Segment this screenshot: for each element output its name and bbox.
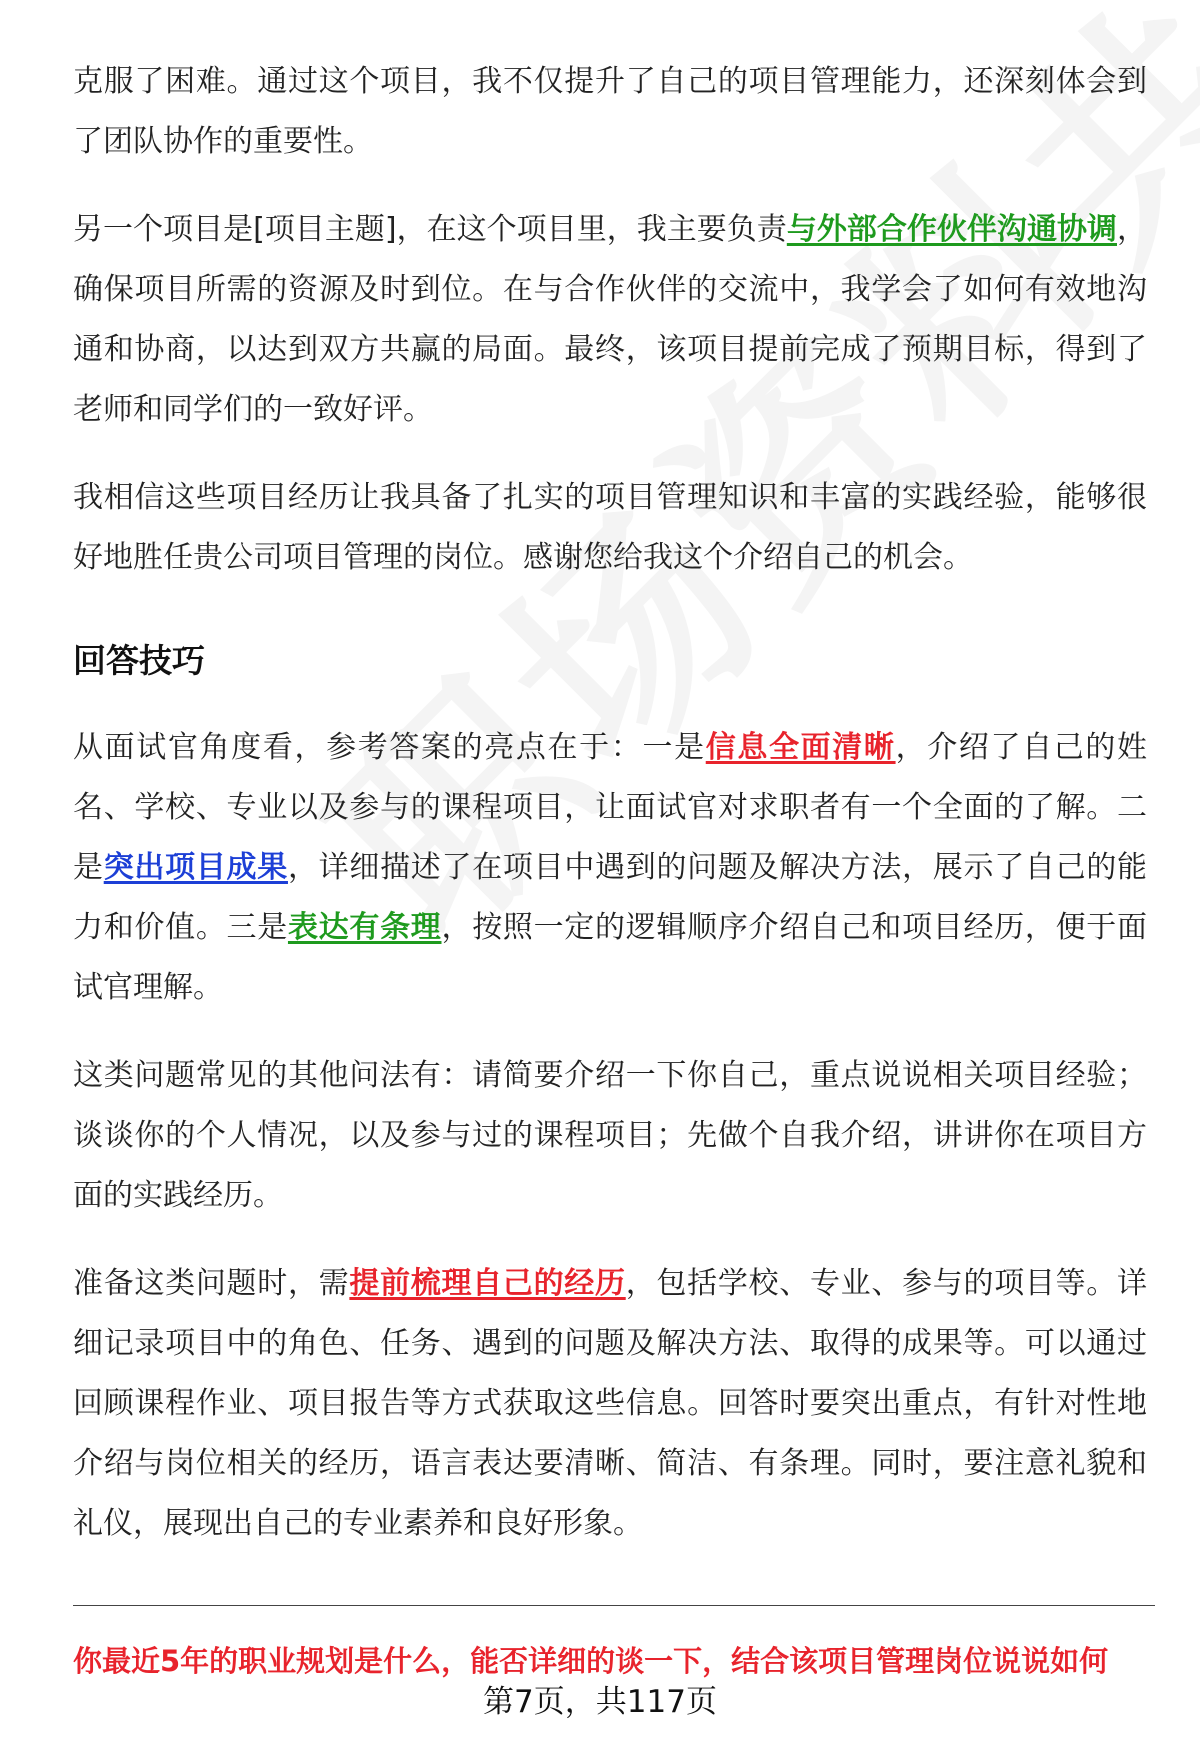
footer-divider: [73, 1605, 1155, 1606]
paragraph-preparation: [73, 1254, 1147, 1554]
highlight-organized-expression: 表达有条理: [287, 910, 442, 945]
paragraph-text: ，确保项目所需的资源及时到位。在与合作伙伴的交流中，我学会了如何有效地沟通和协商，以达到双方共赢的局面。最终，该项目提前完成了预期目标，得到了老师和同学们的一致好评。: [73, 212, 1147, 427]
paragraph-project-summary: 克服了困难。通过这个项目，我不仅提升了自己的项目管理能力，还深刻体会到了团队协作的重要性。: [73, 64, 1147, 159]
page-indicator: 第7页，共117页: [483, 1684, 717, 1720]
paragraph-text: ，详细描述了在项目中遇到的问题及解决方法，展示了自己的能力和价值。三是: [73, 850, 1148, 945]
next-question-link[interactable]: 你最近5年的职业规划是什么，能否详细的谈一下，结合该项目管理岗位说说如何: [73, 1644, 1109, 1678]
highlight-review-experience: 提前梳理自己的经历: [349, 1266, 626, 1301]
paragraph-conclusion: 我相信这些项目经历让我具备了扎实的项目管理知识和丰富的实践经验，能够很好地胜任贵公司项目管理的岗位。感谢您给我这个介绍自己的机会。: [73, 480, 1147, 575]
paragraph-text: 另一个项目是[项目主题]，在这个项目里，我主要负责: [73, 212, 787, 247]
paragraph-text: 从面试官角度看，参考答案的亮点在于：一是: [73, 730, 706, 765]
paragraph-text: ，包括学校、专业、参与的项目等。详细记录项目中的角色、任务、遇到的问题及解决方法、取得的成果等。可以通过回顾课程作业、项目报告等方式获取这些信息。回答时要突出重点，有针对性地介绍与岗位相关的经历，语言表达要清晰、简洁、有条理。同时，要注意礼貌和礼仪，展现出自己的专业素养和良好形象。: [73, 1266, 1148, 1541]
highlight-partner-communication: 与外部合作伙伴沟通协调: [786, 212, 1117, 247]
paragraph-alternative-questions: 这类问题常见的其他问法有：请简要介绍一下你自己，重点说说相关项目经验；谈谈你的个人情况，以及参与过的课程项目；先做个自我介绍，讲讲你在项目方面的实践经历。: [73, 1058, 1147, 1213]
paragraph-text: 准备这类问题时，需: [73, 1266, 350, 1301]
section-heading: 回答技巧: [73, 641, 205, 680]
highlight-project-results: 突出项目成果: [103, 850, 288, 885]
paragraph-text: ，按照一定的逻辑顺序介绍自己和项目经历，便于面试官理解。: [73, 910, 1148, 1005]
paragraph-highlights: [73, 718, 1147, 1018]
paragraph-text: ，介绍了自己的姓名、学校、专业以及参与的课程项目，让面试官对求职者有一个全面的了解。二是: [73, 730, 1148, 885]
highlight-info-clear: 信息全面清晰: [705, 730, 896, 765]
paragraph-second-project: [73, 200, 1147, 440]
document-body: [73, 52, 1147, 1582]
